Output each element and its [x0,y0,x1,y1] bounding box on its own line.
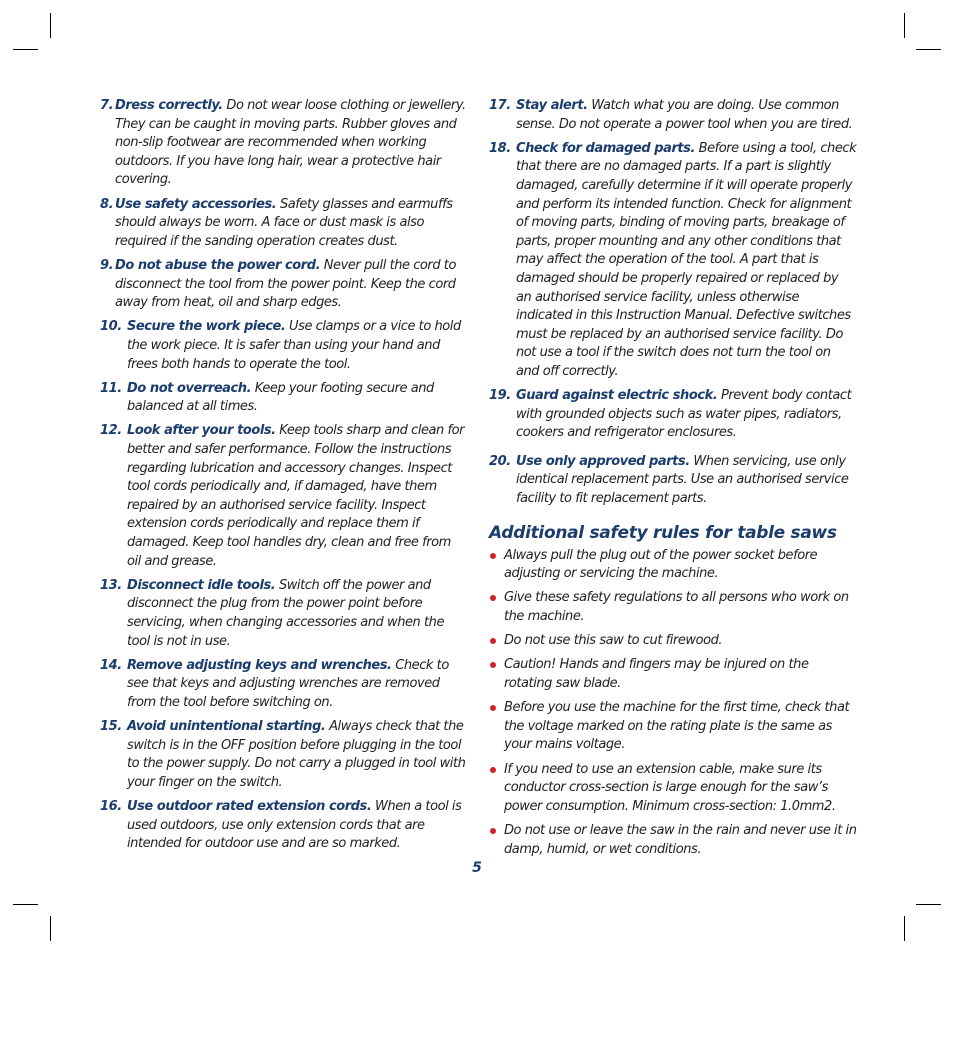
rule-number: 12. [100,423,122,439]
rule-body [516,97,857,134]
rule-number: 20. [489,453,511,469]
bullet-text: If you need to use an extension cable, make sure its conductor cross-section is large enough for the saw’s power consumption. Minimum cross-section: 1.0mm2. [504,761,836,814]
rule-text: Watch what you are doing. Use common sense. Do not operate a power tool when you are tired. [516,98,853,132]
bullet-item [489,699,857,755]
rule-text: Never pull the cord to disconnect the tool from the power point. Keep the cord away from heat, oil and sharp edges. [115,257,456,311]
rule-text: Safety glasses and earmuffs should always be worn. A face or dust mask is also required if the sanding operation creates dust. [115,196,453,249]
safety-rule-item [100,718,468,792]
rule-heading: Stay alert. [516,98,588,113]
rule-heading: Remove adjusting keys and wrenches. [127,657,392,673]
rule-number: 16. [100,799,122,815]
rule-text: Always check that the switch is in the OFF position before plugging in the tool to the power supply. Do not carry a plugged in tool with your finger on the switch. [127,719,466,790]
bullet-item [489,822,857,859]
rule-body [127,422,468,571]
safety-rule-item [489,453,857,509]
rule-text: Keep your footing secure and balanced at all times. [127,380,434,415]
crop-mark [916,49,941,50]
bullet-dot-icon [490,828,496,834]
rule-body [127,718,468,792]
crop-mark [904,916,905,941]
crop-mark [50,13,51,38]
rule-heading: Do not overreach. [127,380,252,396]
rule-body [516,453,857,509]
rule-text: Switch off the power and disconnect the plug from the power point before servicing, when changing accessories and when the tool is not in use. [127,577,444,649]
crop-mark [904,13,905,38]
bullet-dot-icon [490,638,496,644]
rule-heading: Use safety accessories. [115,196,277,212]
bullet-text: Give these safety regulations to all persons who work on the machine. [504,590,849,625]
rule-heading: Secure the work piece. [127,319,286,335]
bullet-item [489,632,857,651]
rule-number: 14. [100,657,122,673]
rule-body [115,97,468,190]
bullet-dot-icon [490,553,496,559]
rule-heading: Check for damaged parts. [516,140,695,156]
rule-heading: Use only approved parts. [516,453,690,469]
rule-text: Do not wear loose clothing or jewellery. They can be caught in moving parts. Rubber gloves and non-slip footwear are recommended when working outdoors. If you have long hair, wear a protective hair covering. [115,98,466,188]
rule-body [516,387,857,443]
safety-rule-item [100,318,468,374]
bullet-text: Do not use or leave the saw in the rain and never use it in damp, humid, or wet conditions. [504,822,857,857]
safety-rule-item [100,196,468,252]
safety-rule-item [489,97,857,134]
safety-rule-item [100,422,468,571]
safety-rule-item [100,257,468,313]
rule-heading: Disconnect idle tools. [127,577,276,593]
rule-heading: Guard against electric shock. [516,388,718,404]
safety-rule-item [100,577,468,651]
rule-text: When a tool is used outdoors, use only extension cords that are intended for outdoor use and are so marked. [127,799,462,852]
rule-heading: Avoid unintentional starting. [127,719,326,735]
rule-number: 17. [489,98,511,113]
rule-body [127,318,468,374]
left-column [100,97,468,860]
rule-heading: Do not abuse the power cord. [115,257,321,273]
crop-mark [13,49,38,50]
rule-number: 11. [100,380,122,396]
bullet-item [489,589,857,626]
safety-rule-item [489,140,857,382]
safety-rule-item [100,97,468,190]
rule-number: 19. [489,388,511,404]
bullet-dot-icon [490,705,496,711]
crop-mark [916,904,941,905]
rule-number: 10. [100,319,122,335]
rule-body [115,196,468,252]
rule-body [127,577,468,651]
rule-body [127,657,468,713]
bullet-item [489,761,857,817]
rule-heading: Dress correctly. [115,98,223,113]
bullet-text: Caution! Hands and fingers may be injured on the rotating saw blade. [504,657,809,691]
bullet-dot-icon [490,595,496,601]
rule-text: Before using a tool, check that there are no damaged parts. If a part is slightly damaged, carefully determine if it will operate properly and perform its intended function. Check for alignment of moving parts, binding of moving parts, breakage of parts, proper mounting and any other conditions that may affect the operation of the tool. A part that is damaged should be properly repaired or replaced by an authorised service facility, unless otherwise indicated in this Instruction Manual. Defective switches must be replaced by an authorised service facility. Do not use a tool if the switch does not turn the tool on and off correctly. [516,140,857,379]
rule-number: 8. [100,196,114,212]
additional-rules-list [489,547,857,859]
rule-heading: Use outdoor rated extension cords. [127,799,372,815]
rule-number: 18. [489,140,511,156]
rule-text: When servicing, use only identical replacement parts. Use an authorised service facility to fit replacement parts. [516,453,849,507]
rule-body [127,798,468,854]
bullet-text: Before you use the machine for the first time, check that the voltage marked on the rating plate is the same as your mains voltage. [504,700,850,753]
rule-body [115,257,468,313]
rule-text: Use clamps or a vice to hold the work piece. It is safer than using your hand and frees both hands to operate the tool. [127,319,461,372]
rule-text: Prevent body contact with grounded objects such as water pipes, radiators, cookers and refrigerator enclosures. [516,388,852,441]
rule-heading: Look after your tools. [127,423,276,439]
rule-number: 9. [100,257,114,273]
safety-rule-item [100,380,468,417]
bullet-text: Do not use this saw to cut firewood. [504,633,723,649]
right-column [489,97,857,865]
page-number: 5 [472,860,482,876]
bullet-item [489,547,857,584]
rule-number: 7. [100,98,114,113]
crop-mark [13,904,38,905]
safety-rule-item [100,657,468,713]
rule-text: Check to see that keys and adjusting wrenches are removed from the tool before switching on. [127,657,449,710]
bullet-text: Always pull the plug out of the power socket before adjusting or servicing the machine. [504,547,818,582]
safety-rule-item [489,387,857,443]
bullet-dot-icon [490,767,496,773]
rule-text: Keep tools sharp and clean for better and safer performance. Follow the instructions regarding lubrication and accessory changes. Inspect tool cords periodically and, if damaged, have them repaired by an authorised service facility. Inspect extension cords periodically and replace them if damaged. Keep tool handles dry, clean and free from oil and grease. [127,423,465,569]
right-rules-list [489,97,857,509]
additional-rules-heading: Additional safety rules for table saws [489,522,837,543]
safety-rule-item [100,798,468,854]
rule-body [516,140,857,382]
rule-number: 15. [100,719,122,735]
rule-body [127,380,468,417]
bullet-dot-icon [490,662,496,668]
bullet-item [489,656,857,693]
crop-mark [50,916,51,941]
rule-number: 13. [100,577,122,593]
